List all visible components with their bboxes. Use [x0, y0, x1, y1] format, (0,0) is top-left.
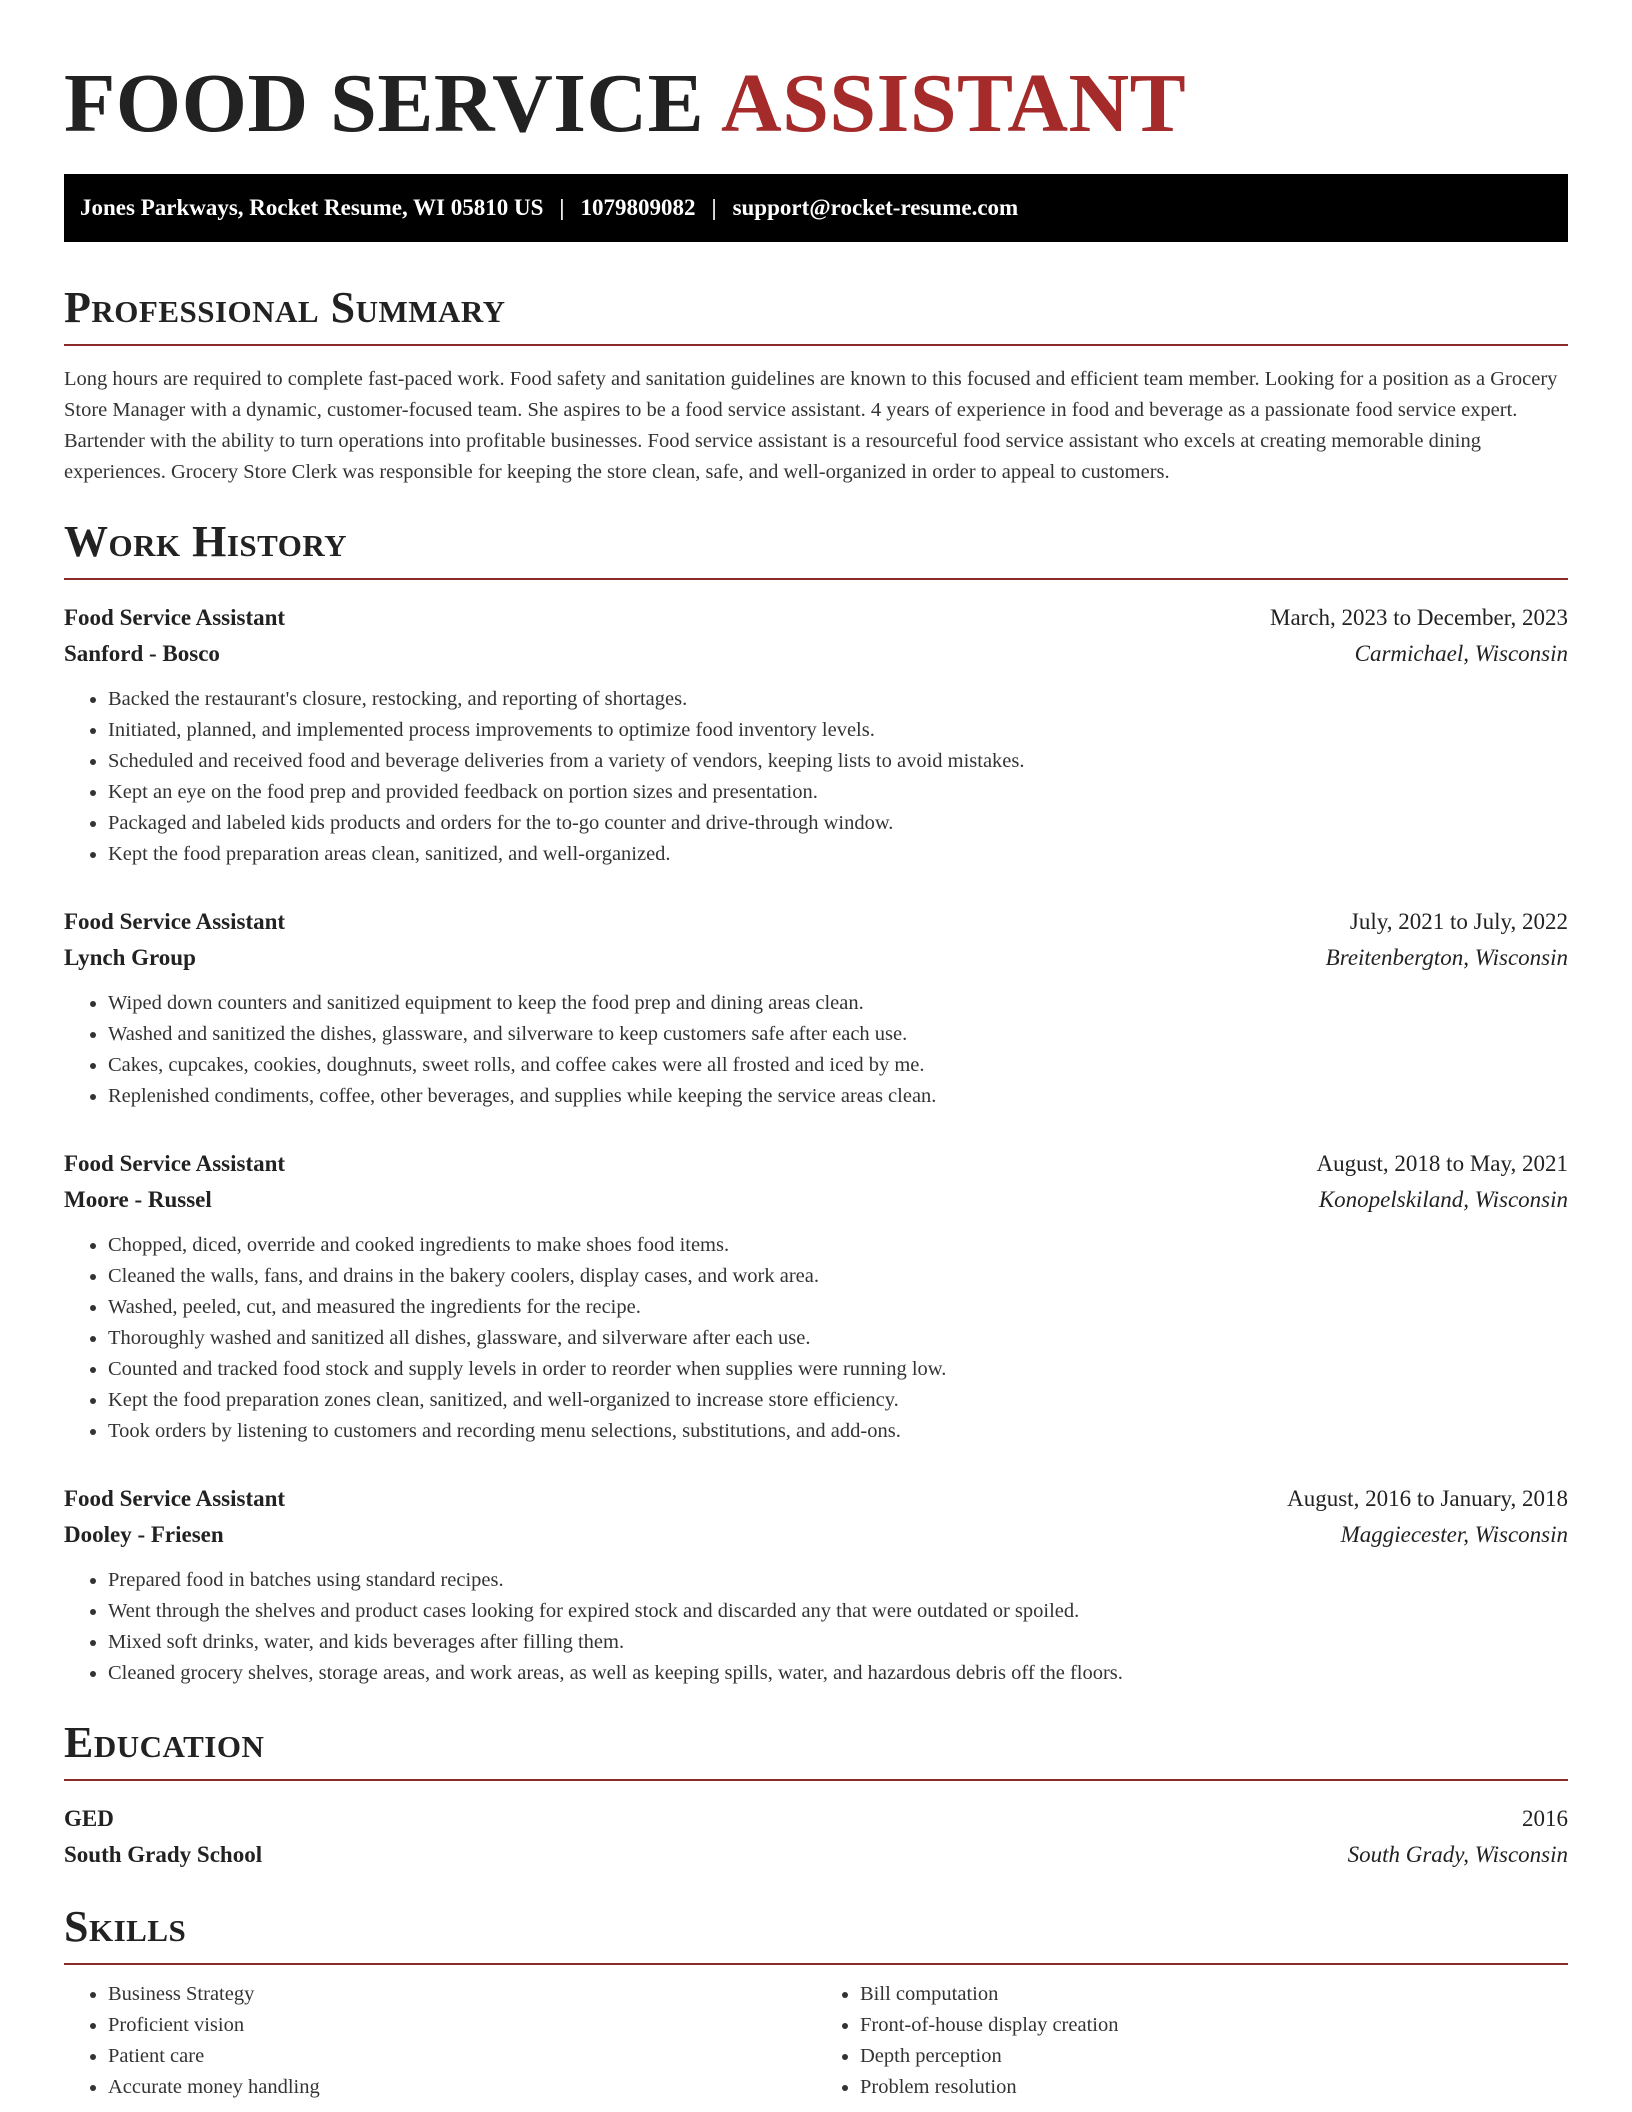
job-bullet: • Washed and sanitized the dishes, glassware, and silverware to keep customers safe after each use.: [108, 1019, 1568, 1050]
section-title: Education: [64, 1718, 265, 1767]
job-bullet: • Cleaned grocery shelves, storage areas, and work areas, as well as keeping spills, water, and hazardous debris off the floors.: [108, 1658, 1568, 1689]
job-role: Food Service Assistant: [64, 909, 286, 934]
job-dates: March, 2023 to December, 2023: [1270, 605, 1568, 630]
skills-section: [64, 1901, 1568, 2103]
job-bullet: • Washed, peeled, cut, and measured the ingredients for the recipe.: [108, 1292, 1568, 1323]
summary-section: [64, 282, 1568, 488]
section-divider: [64, 578, 1568, 580]
contact-separator: |: [711, 195, 717, 220]
job-bullet: • Mixed soft drinks, water, and kids beverages after filling them.: [108, 1627, 1568, 1658]
contact-email: support@rocket-resume.com: [732, 195, 1019, 220]
work-history-section: [64, 516, 1568, 1689]
skill-item: • Patient care: [108, 2041, 816, 2072]
job-bullets: [64, 1565, 1568, 1689]
job-bullet: • Scheduled and received food and beverage deliveries from a variety of vendors, keeping lists to avoid mistakes.: [108, 746, 1568, 777]
skill-item: • Problem resolution: [860, 2072, 1568, 2103]
section-title: Work History: [64, 517, 348, 566]
job-bullet: • Packaged and labeled kids products and orders for the to-go counter and drive-through window.: [108, 808, 1568, 839]
job-bullet: • Kept the food preparation zones clean, sanitized, and well-organized to increase store efficiency.: [108, 1385, 1568, 1416]
job-role: Food Service Assistant: [64, 605, 286, 630]
job-bullets: [64, 988, 1568, 1112]
job-role: Food Service Assistant: [64, 1486, 286, 1511]
job-bullet: • Took orders by listening to customers and recording menu selections, substitutions, and add-ons.: [108, 1416, 1568, 1447]
skill-item: • Proficient vision: [108, 2010, 816, 2041]
skills-grid: [64, 1979, 1568, 2103]
skills-column-left: [64, 1979, 816, 2103]
education-location: South Grady, Wisconsin: [1347, 1842, 1568, 1867]
job-company: Moore - Russel: [64, 1187, 212, 1212]
job-entry: [64, 600, 1568, 870]
job-location: Maggiecester, Wisconsin: [1340, 1522, 1568, 1547]
contact-address: Jones Parkways, Rocket Resume, WI 05810 US: [80, 195, 544, 220]
job-role: Food Service Assistant: [64, 1151, 286, 1176]
education-degree: GED: [64, 1806, 114, 1831]
job-company: Dooley - Friesen: [64, 1522, 224, 1547]
job-entry: [64, 904, 1568, 1112]
name-last: ASSISTANT: [721, 57, 1187, 150]
job-entry: [64, 1146, 1568, 1447]
section-divider: [64, 344, 1568, 346]
job-bullet: • Kept the food preparation areas clean, sanitized, and well-organized.: [108, 839, 1568, 870]
education-entry: [64, 1801, 1568, 1873]
education-school: South Grady School: [64, 1842, 263, 1867]
job-bullet: • Backed the restaurant's closure, restocking, and reporting of shortages.: [108, 684, 1568, 715]
skill-item: • Depth perception: [860, 2041, 1568, 2072]
job-company: Sanford - Bosco: [64, 641, 220, 666]
job-bullet: • Counted and tracked food stock and supply levels in order to reorder when supplies were running low.: [108, 1354, 1568, 1385]
education-section: [64, 1717, 1568, 1873]
job-bullet: • Cakes, cupcakes, cookies, doughnuts, sweet rolls, and coffee cakes were all frosted and iced by me.: [108, 1050, 1568, 1081]
section-title: Skills: [64, 1902, 187, 1951]
skill-item: • Front-of-house display creation: [860, 2010, 1568, 2041]
contact-phone: 1079809082: [580, 195, 696, 220]
contact-bar: [64, 174, 1568, 242]
job-dates: July, 2021 to July, 2022: [1349, 909, 1568, 934]
skill-item: • Bill computation: [860, 1979, 1568, 2010]
job-bullet: • Initiated, planned, and implemented process improvements to optimize food inventory levels.: [108, 715, 1568, 746]
job-bullets: [64, 1230, 1568, 1447]
name-first: FOOD SERVICE: [64, 57, 705, 150]
job-bullet: • Kept an eye on the food prep and provided feedback on portion sizes and presentation.: [108, 777, 1568, 808]
skill-item: • Accurate money handling: [108, 2072, 816, 2103]
job-entry: [64, 1481, 1568, 1689]
job-dates: August, 2016 to January, 2018: [1287, 1486, 1568, 1511]
job-bullet: • Replenished condiments, coffee, other beverages, and supplies while keeping the service areas clean.: [108, 1081, 1568, 1112]
job-location: Konopelskiland, Wisconsin: [1318, 1187, 1568, 1212]
contact-separator: |: [559, 195, 565, 220]
section-divider: [64, 1963, 1568, 1965]
skills-column-right: [816, 1979, 1568, 2103]
job-bullet: • Chopped, diced, override and cooked ingredients to make shoes food items.: [108, 1230, 1568, 1261]
job-dates: August, 2018 to May, 2021: [1316, 1151, 1568, 1176]
job-bullets: [64, 684, 1568, 870]
candidate-name: [64, 0, 1568, 150]
section-divider: [64, 1779, 1568, 1781]
job-company: Lynch Group: [64, 945, 196, 970]
job-location: Carmichael, Wisconsin: [1354, 641, 1568, 666]
job-location: Breitenbergton, Wisconsin: [1325, 945, 1568, 970]
job-bullet: • Prepared food in batches using standard recipes.: [108, 1565, 1568, 1596]
skill-item: • Business Strategy: [108, 1979, 816, 2010]
job-bullet: • Cleaned the walls, fans, and drains in the bakery coolers, display cases, and work area.: [108, 1261, 1568, 1292]
job-bullet: • Wiped down counters and sanitized equipment to keep the food prep and dining areas clean.: [108, 988, 1568, 1019]
summary-text: Long hours are required to complete fast-paced work. Food safety and sanitation guidelines are known to this focused and efficient team member. Looking for a position as a Grocery Store Manager with a dynamic, customer-focused team. She aspires to be a food service assistant. 4 years of experience in food and beverage as a passionate food service expert. Bartender with the ability to turn operations into profitable businesses. Food service assistant is a resourceful food service assistant who excels at creating memorable dining experiences. Grocery Store Clerk was responsible for keeping the store clean, safe, and well-organized in order to appeal to customers.: [64, 368, 1558, 483]
job-bullet: • Thoroughly washed and sanitized all dishes, glassware, and silverware after each use.: [108, 1323, 1568, 1354]
section-title: Professional Summary: [64, 283, 506, 332]
education-year: 2016: [1522, 1806, 1568, 1831]
job-bullet: • Went through the shelves and product cases looking for expired stock and discarded any that were outdated or spoiled.: [108, 1596, 1568, 1627]
